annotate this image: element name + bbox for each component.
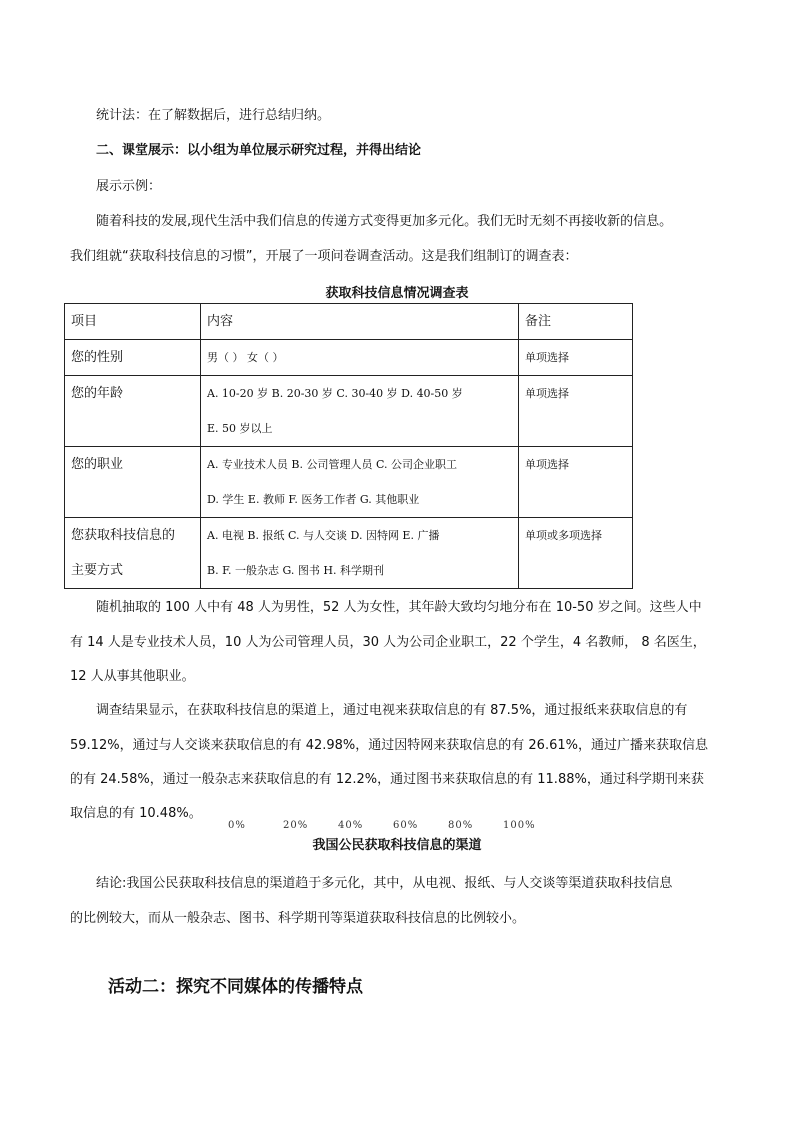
para2-line-1: 调查结果显示，在获取科技信息的渠道上，通过电视来获取信息的有 87.5%，通过报纸来获取信息的有 [96, 703, 688, 718]
content-line: A. 10-20 岁 B. 20-30 岁 C. 30-40 岁 D. 40-50 岁 [207, 387, 463, 400]
conclusion-line-2: 的比例较大，而从一般杂志、图书、科学期刊等渠道获取科技信息的比例较小。 [70, 911, 526, 926]
chart-axis-remnant [228, 818, 558, 831]
axis-tick-label: 0% [228, 820, 246, 831]
row-item: 您的年龄 [65, 376, 201, 447]
para1-line-3: 12 人从事其他职业。 [70, 669, 195, 684]
content-line: A. 电视 B. 报纸 C. 与人交谈 D. 因特网 E. 广播 [207, 529, 440, 542]
stats-method-line: 统计法：在了解数据后，进行总结归纳。 [96, 108, 331, 123]
conclusion-line-1: 结论:我国公民获取科技信息的渠道趋于多元化，其中，从电视、报纸、与人交谈等渠道获取科技信息 [96, 876, 673, 891]
table-row [65, 340, 633, 376]
intro-line-2: 我们组就“获取科技信息的习惯”，开展了一项问卷调查活动。这是我们组制订的调查表： [70, 249, 578, 264]
row-note: 单项选择 [519, 340, 633, 376]
para1-line-1: 随机抽取的 100 人中有 48 人为男性，52 人为女性，其年龄大致均匀地分布在 10-50 岁之间。这些人中 [96, 600, 702, 615]
row-item [65, 518, 201, 589]
table-caption: 获取科技信息情况调查表 [325, 286, 469, 301]
axis-tick-label: 100% [503, 820, 536, 831]
row-content [201, 518, 519, 589]
content-line: D. 学生 E. 教师 F. 医务工作者 G. 其他职业 [207, 493, 420, 506]
header-note: 备注 [519, 304, 633, 340]
table-row [65, 376, 633, 447]
row-content [201, 340, 519, 376]
table-header-row [65, 304, 633, 340]
row-item: 您的性别 [65, 340, 201, 376]
content-line: B. F. 一般杂志 G. 图书 H. 科学期刊 [207, 564, 384, 577]
content-line: E. 50 岁以上 [207, 422, 273, 435]
axis-tick-label: 20% [283, 820, 309, 831]
content-line: 男（ ） 女（ ） [207, 351, 284, 364]
header-item: 项目 [65, 304, 201, 340]
para1-line-2: 有 14 人是专业技术人员，10 人为公司管理人员，30 人为公司企业职工，22 个学生，4 名教师， 8 名医生， [70, 635, 706, 650]
para2-line-3: 的有 24.58%，通过一般杂志来获取信息的有 12.2%，通过图书来获取信息的有 11.88%，通过科学期刊来获 [70, 772, 704, 787]
chart-caption: 我国公民获取科技信息的渠道 [312, 838, 482, 853]
axis-tick-label: 80% [448, 820, 474, 831]
row-note: 单项选择 [519, 376, 633, 447]
row-note: 单项或多项选择 [519, 518, 633, 589]
axis-tick-label: 40% [338, 820, 364, 831]
content-line: A. 专业技术人员 B. 公司管理人员 C. 公司企业职工 [207, 458, 458, 471]
intro-line-1: 随着科技的发展,现代生活中我们信息的传递方式变得更加多元化。我们无时无刻不再接收新的信息。 [96, 214, 673, 229]
para2-line-4: 取信息的有 10.48%。 [70, 806, 202, 821]
item-line: 您获取科技信息的 [71, 528, 176, 543]
survey-table [64, 303, 633, 589]
activity-two-heading: 活动二：探究不同媒体的传播特点 [108, 977, 363, 997]
header-content: 内容 [201, 304, 519, 340]
row-content [201, 376, 519, 447]
section-two-heading: 二、课堂展示：以小组为单位展示研究过程，并得出结论 [96, 143, 422, 158]
table-row [65, 447, 633, 518]
example-label: 展示示例： [96, 179, 162, 194]
table-row [65, 518, 633, 589]
row-content [201, 447, 519, 518]
item-line: 主要方式 [71, 563, 124, 578]
axis-tick-label: 60% [393, 820, 419, 831]
row-item: 您的职业 [65, 447, 201, 518]
row-note: 单项选择 [519, 447, 633, 518]
para2-line-2: 59.12%，通过与人交谈来获取信息的有 42.98%，通过因特网来获取信息的有 26.61%，通过广播来获取信息 [70, 738, 708, 753]
